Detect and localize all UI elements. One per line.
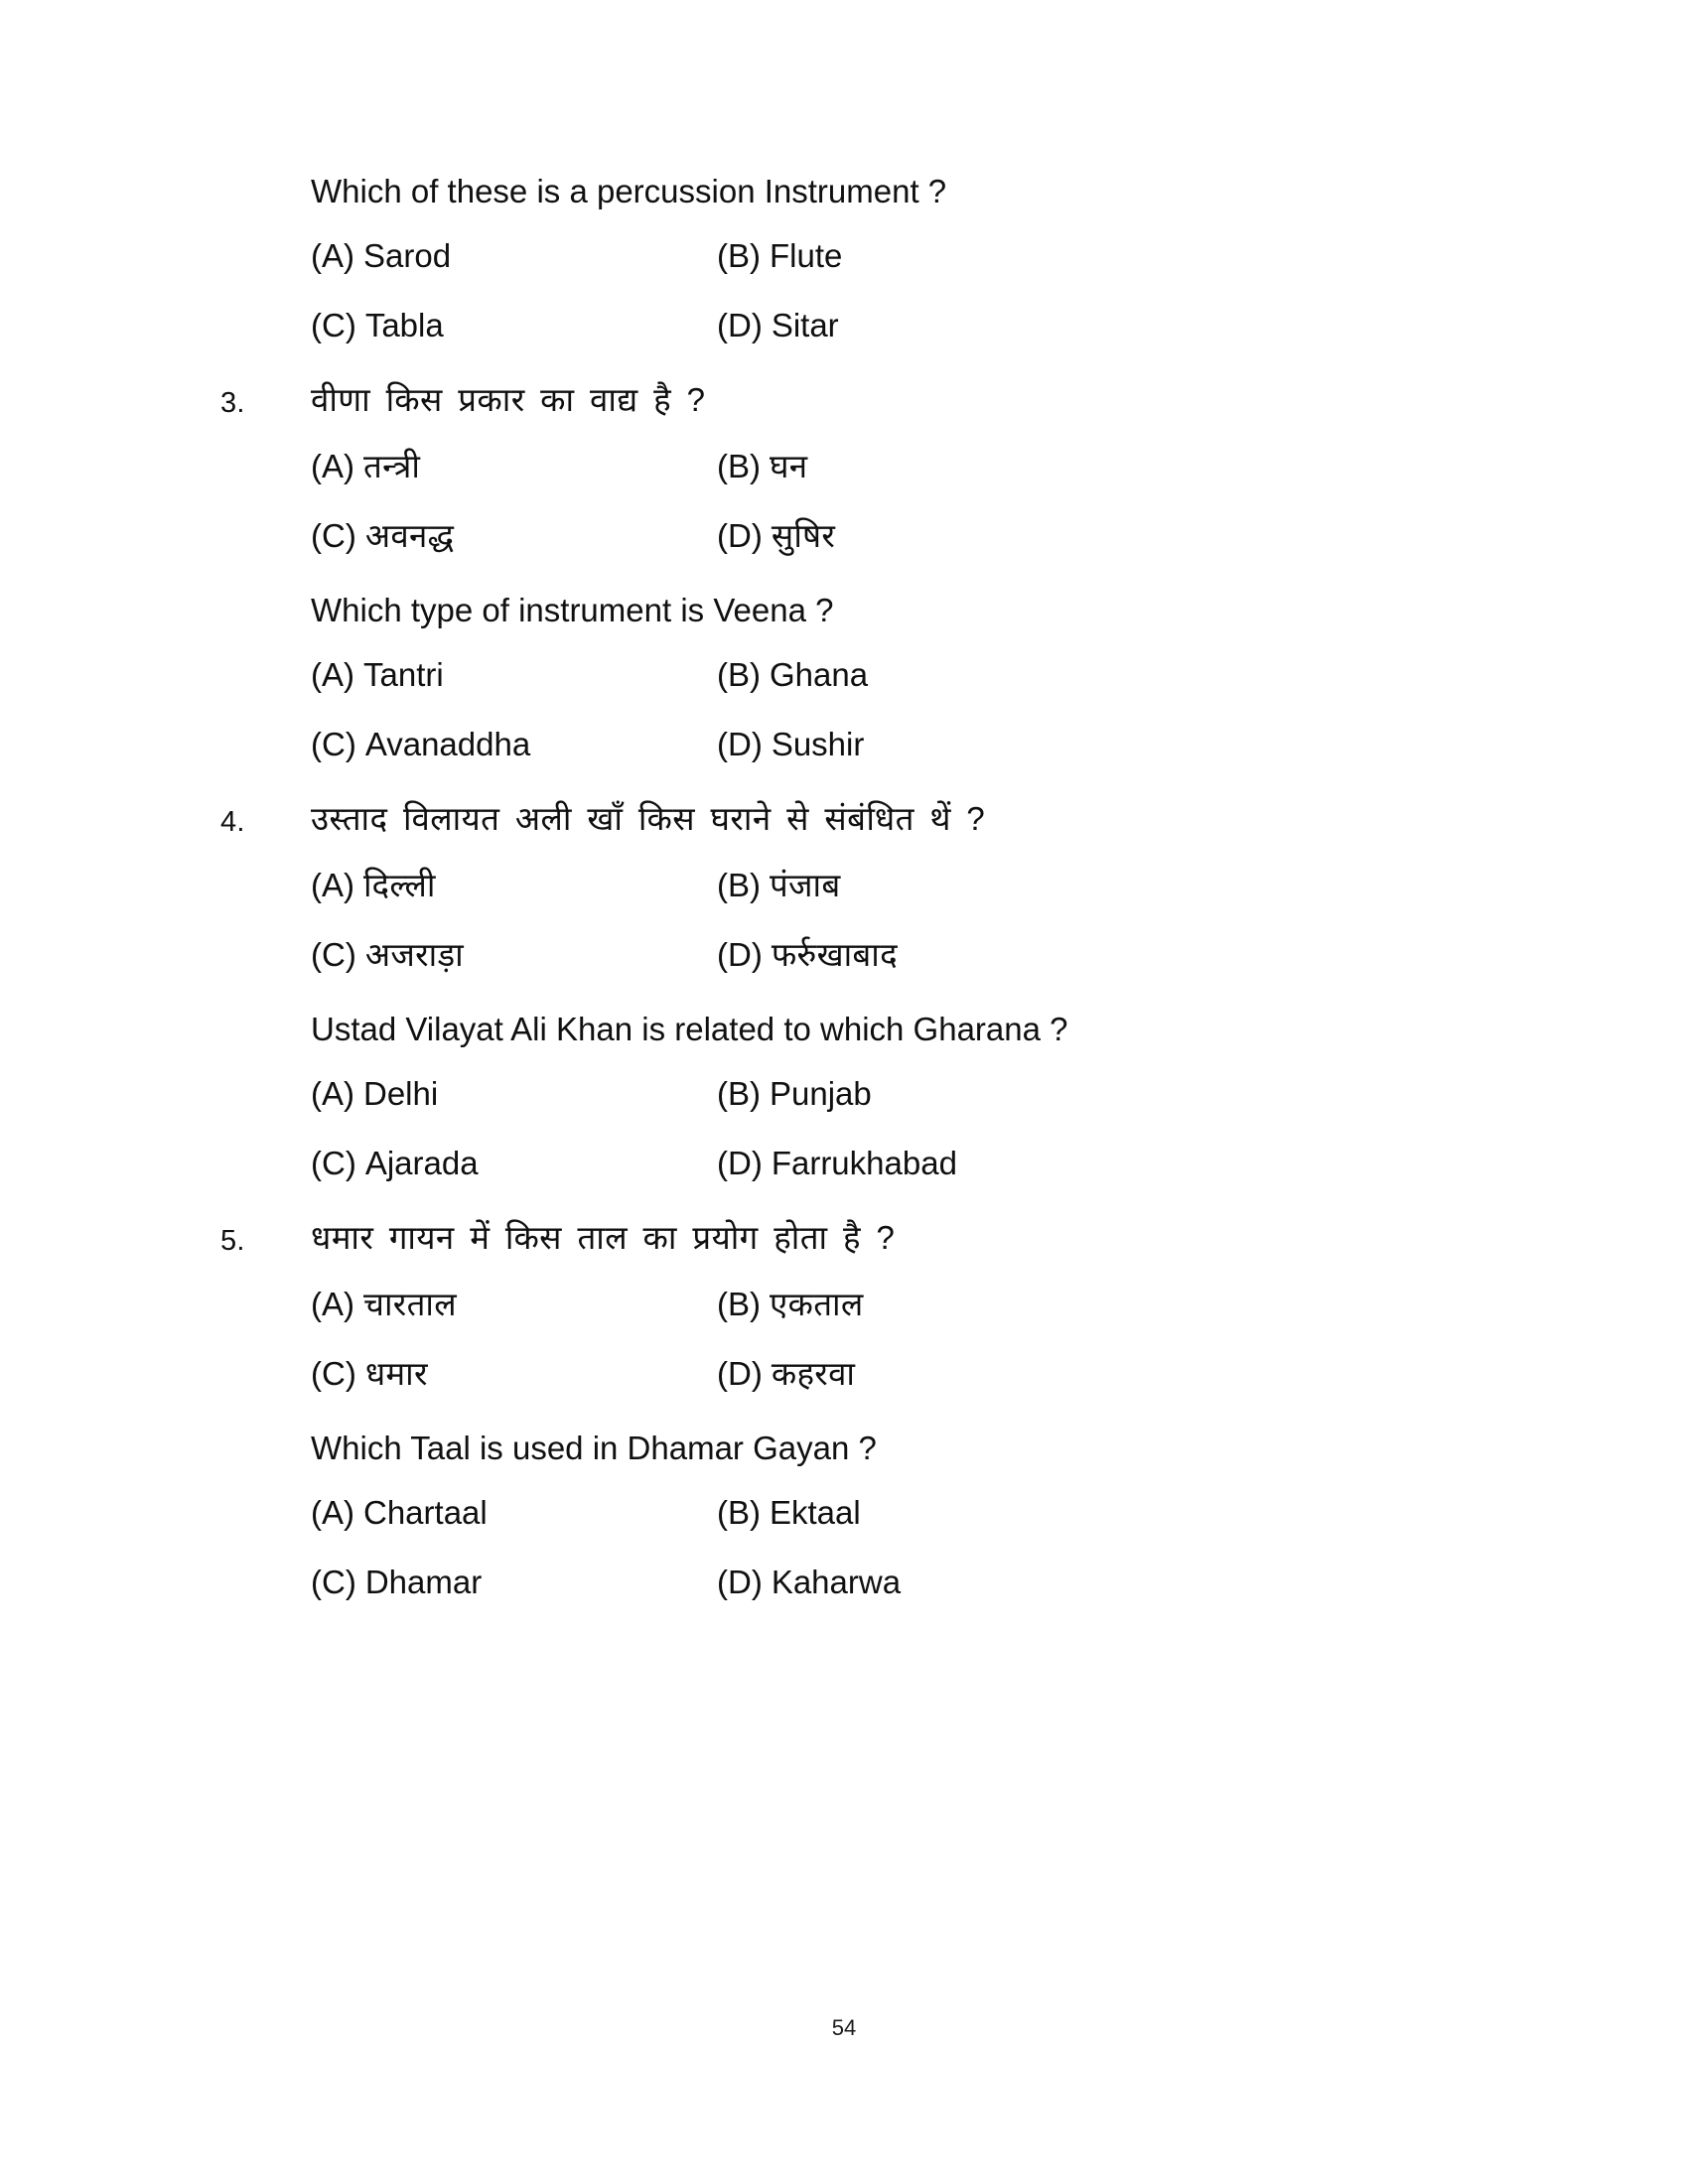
option-a[interactable] xyxy=(311,864,717,907)
option-a-value: Sarod xyxy=(363,237,452,274)
question-number: 3. xyxy=(220,387,245,419)
option-b-label: (B) xyxy=(717,1286,761,1322)
option-d-label: (D) xyxy=(717,936,763,973)
option-a[interactable] xyxy=(311,445,717,488)
option-a-value: तन्त्री xyxy=(363,448,421,484)
option-a-value: Chartaal xyxy=(363,1494,488,1531)
option-b[interactable] xyxy=(717,1072,1392,1116)
option-b-value: पंजाब xyxy=(770,867,841,903)
options-row xyxy=(311,1561,1392,1604)
option-d-label: (D) xyxy=(717,1564,763,1600)
option-b[interactable] xyxy=(717,234,1392,278)
options-row xyxy=(311,1491,1392,1535)
option-a-value: Delhi xyxy=(363,1075,439,1112)
option-c-value: Avanaddha xyxy=(364,726,531,762)
option-a-label: (A) xyxy=(311,237,354,274)
question-block xyxy=(220,1007,1392,1185)
option-a-label: (A) xyxy=(311,656,354,693)
option-a-label: (A) xyxy=(311,1286,354,1322)
option-b-value: घन xyxy=(770,448,808,484)
option-d-value: Sushir xyxy=(771,726,865,762)
option-b[interactable] xyxy=(717,653,1392,697)
option-b-value: एकताल xyxy=(770,1286,864,1322)
option-a-label: (A) xyxy=(311,867,354,903)
question-block xyxy=(220,169,1392,347)
question-block xyxy=(220,588,1392,766)
option-a-value: चारताल xyxy=(363,1286,457,1322)
option-c-label: (C) xyxy=(311,1564,356,1600)
options-row xyxy=(311,514,1392,558)
option-d[interactable] xyxy=(717,514,1392,558)
option-b[interactable] xyxy=(717,445,1392,488)
option-d-label: (D) xyxy=(717,517,763,554)
options-row xyxy=(311,653,1392,697)
options-row xyxy=(311,864,1392,907)
spacer xyxy=(220,558,1392,588)
option-b-value: Ektaal xyxy=(770,1494,861,1531)
option-d[interactable] xyxy=(717,723,1392,766)
option-d-label: (D) xyxy=(717,726,763,762)
question-block xyxy=(220,377,1392,558)
options-grid xyxy=(311,1283,1392,1396)
option-b[interactable] xyxy=(717,1283,1392,1326)
option-b-label: (B) xyxy=(717,867,761,903)
option-d-value: कहरवा xyxy=(771,1355,856,1392)
question-text: धमार गायन में किस ताल का प्रयोग होता है ? xyxy=(311,1219,896,1256)
option-c-value: अजराड़ा xyxy=(364,936,464,973)
options-row xyxy=(311,445,1392,488)
question-heading-row xyxy=(220,377,1392,425)
options-grid xyxy=(311,445,1392,558)
question-number: 5. xyxy=(220,1225,245,1257)
option-d[interactable] xyxy=(717,1561,1392,1604)
options-grid xyxy=(311,653,1392,766)
question-block xyxy=(220,796,1392,977)
option-b[interactable] xyxy=(717,864,1392,907)
option-d-value: Kaharwa xyxy=(771,1564,902,1600)
option-c[interactable] xyxy=(311,933,717,977)
option-a[interactable] xyxy=(311,1283,717,1326)
question-heading-row xyxy=(220,1426,1392,1471)
option-a-label: (A) xyxy=(311,448,354,484)
options-row xyxy=(311,933,1392,977)
spacer xyxy=(220,347,1392,377)
option-c-value: Ajarada xyxy=(364,1145,479,1181)
option-d-value: सुषिर xyxy=(771,517,836,554)
options-grid xyxy=(311,1072,1392,1185)
options-row xyxy=(311,1142,1392,1185)
option-b-label: (B) xyxy=(717,1075,761,1112)
option-b-value: Flute xyxy=(770,237,843,274)
option-c-value: Dhamar xyxy=(364,1564,483,1600)
option-a[interactable] xyxy=(311,1491,717,1535)
option-b-value: Punjab xyxy=(770,1075,872,1112)
question-text: वीणा किस प्रकार का वाद्य है ? xyxy=(311,381,706,418)
option-c-label: (C) xyxy=(311,517,356,554)
question-number: 4. xyxy=(220,806,245,838)
options-grid xyxy=(311,1491,1392,1604)
question-heading-row xyxy=(220,1007,1392,1052)
options-grid xyxy=(311,864,1392,977)
option-c-value: अवनद्ध xyxy=(364,517,455,554)
option-c-label: (C) xyxy=(311,1355,356,1392)
option-d-value: Sitar xyxy=(771,307,839,343)
question-text: Ustad Vilayat Ali Khan is related to which Gharana ? xyxy=(311,1011,1068,1047)
page-number: 54 xyxy=(831,2015,857,2040)
options-grid xyxy=(311,234,1392,347)
option-a-label: (A) xyxy=(311,1075,354,1112)
option-c-value: धमार xyxy=(364,1355,428,1392)
question-heading-row xyxy=(220,169,1392,214)
question-heading-row xyxy=(220,588,1392,633)
spacer xyxy=(220,1396,1392,1426)
options-row xyxy=(311,1283,1392,1326)
option-d-value: फर्रुखाबाद xyxy=(771,936,898,973)
spacer xyxy=(220,977,1392,1007)
option-c-label: (C) xyxy=(311,936,356,973)
option-c-label: (C) xyxy=(311,726,356,762)
question-heading-row xyxy=(220,1215,1392,1263)
option-c[interactable] xyxy=(311,1142,717,1185)
options-row xyxy=(311,304,1392,347)
options-row xyxy=(311,1072,1392,1116)
option-d[interactable] xyxy=(717,1142,1392,1185)
option-c[interactable] xyxy=(311,1561,717,1604)
option-b[interactable] xyxy=(717,1491,1392,1535)
question-text: Which Taal is used in Dhamar Gayan ? xyxy=(311,1430,877,1466)
options-row xyxy=(311,234,1392,278)
spacer xyxy=(220,766,1392,796)
options-row xyxy=(311,723,1392,766)
option-d-label: (D) xyxy=(717,1145,763,1181)
option-b-label: (B) xyxy=(717,656,761,693)
question-block xyxy=(220,1215,1392,1396)
option-d[interactable] xyxy=(717,304,1392,347)
question-list xyxy=(220,169,1392,1604)
option-c-value: Tabla xyxy=(364,307,444,343)
option-a[interactable] xyxy=(311,1072,717,1116)
spacer xyxy=(220,1185,1392,1215)
option-b-label: (B) xyxy=(717,448,761,484)
option-d[interactable] xyxy=(717,933,1392,977)
option-b-label: (B) xyxy=(717,237,761,274)
option-a[interactable] xyxy=(311,653,717,697)
option-b-value: Ghana xyxy=(770,656,869,693)
option-c[interactable] xyxy=(311,514,717,558)
option-c[interactable] xyxy=(311,1352,717,1396)
option-a-value: Tantri xyxy=(363,656,444,693)
option-c[interactable] xyxy=(311,723,717,766)
option-a[interactable] xyxy=(311,234,717,278)
option-d-label: (D) xyxy=(717,1355,763,1392)
question-heading-row xyxy=(220,796,1392,844)
question-text: Which type of instrument is Veena ? xyxy=(311,592,834,628)
option-c-label: (C) xyxy=(311,1145,356,1181)
option-b-label: (B) xyxy=(717,1494,761,1531)
option-c[interactable] xyxy=(311,304,717,347)
option-d-label: (D) xyxy=(717,307,763,343)
option-d[interactable] xyxy=(717,1352,1392,1396)
question-text: उस्ताद विलायत अली खाँ किस घराने से संबंधित थें ? xyxy=(311,800,986,837)
question-text: Which of these is a percussion Instrument ? xyxy=(311,173,947,209)
option-a-label: (A) xyxy=(311,1494,354,1531)
option-c-label: (C) xyxy=(311,307,356,343)
question-block xyxy=(220,1426,1392,1604)
option-d-value: Farrukhabad xyxy=(771,1145,957,1181)
options-row xyxy=(311,1352,1392,1396)
option-a-value: दिल्ली xyxy=(363,867,436,903)
